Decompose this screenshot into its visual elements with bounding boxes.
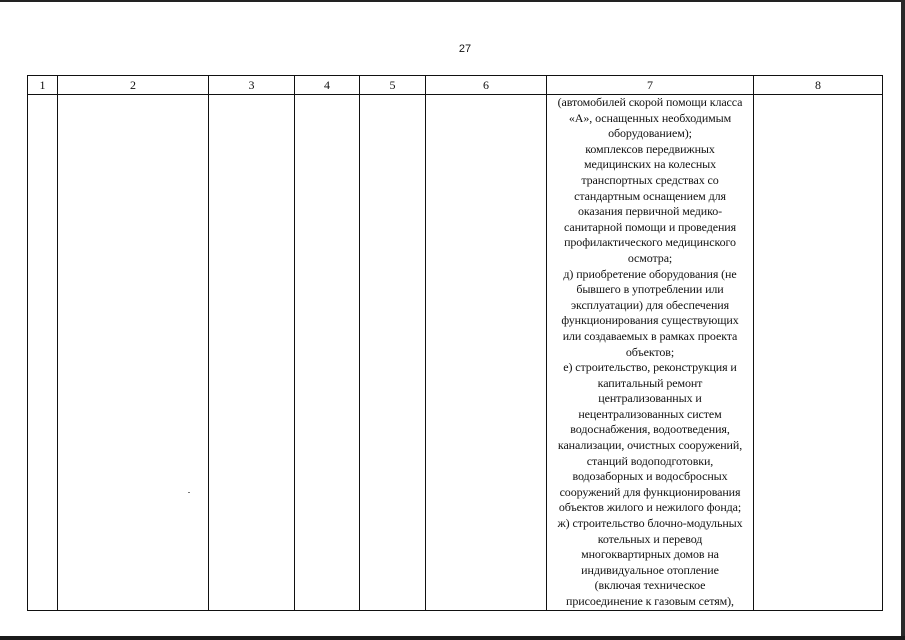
description-line: санитарной помощи и проведения [563,219,737,234]
description-line: объектов; [625,344,675,359]
document-table [27,75,883,611]
description-line: функционирования существующих [561,313,739,328]
cell-col-8 [754,95,883,611]
description-line: объектов жилого и нежилого фонда; [558,500,742,515]
description-line: д) приобретение оборудования (не [563,266,737,281]
description-line: индивидуальное отопление [581,562,719,577]
table-header-row [28,76,883,95]
description-line: стандартным оснащением для [574,188,726,203]
description-line: комплексов передвижных [585,141,715,156]
description-line: водозаборных и водосбросных [572,469,728,484]
column-header-2: 2 [58,76,209,95]
description-line: (автомобилей скорой помощи класса [557,95,743,109]
description-line: водоснабжения, водоотведения, [570,422,730,437]
description-line: медицинских на колесных [583,157,717,172]
description-line: канализации, очистных сооружений, [557,438,743,453]
description-line: нецентрализованных систем [578,406,722,421]
cell-col-4 [295,95,360,611]
description-line: многоквартирных домов на [581,547,719,562]
description-line: (включая техническое [594,578,706,593]
column-header-8: 8 [754,76,883,95]
description-line: бывшего в употреблении или [576,282,724,297]
column-header-6: 6 [426,76,547,95]
table-row [28,95,883,611]
cell-col-7-description [547,95,754,611]
cell-col-5 [360,95,426,611]
description-line: котельных и перевод [597,531,703,546]
column-header-1: 1 [28,76,58,95]
description-line: эксплуатации) для обеспечения [570,297,730,312]
scan-edge-right [901,0,905,640]
column-header-3: 3 [209,76,295,95]
column-header-5: 5 [360,76,426,95]
description-line: станций водоподготовки, [586,453,714,468]
cell-col-3 [209,95,295,611]
description-line: оборудованием); [608,126,692,141]
description-line: централизованных и [598,391,702,406]
description-line: е) строительство, реконструкция и [563,360,737,375]
description-line: оказания первичной медико- [577,204,723,219]
scan-speck [188,492,190,493]
description-line: или создаваемых в рамках проекта [562,328,738,343]
description-line: профилактического медицинского [564,235,736,250]
column-header-4: 4 [295,76,360,95]
cell-col-6 [426,95,547,611]
column-header-7: 7 [547,76,754,95]
description-line: транспортных средствах со [581,172,719,187]
page-number: 27 [458,43,472,55]
scan-edge-bottom [0,636,905,640]
description-line: осмотра; [627,250,673,265]
description-line: ж) строительство блочно-модульных [557,516,743,531]
description-line: «А», оснащенных необходимым [568,110,732,125]
scan-edge-top [0,0,905,2]
cell-col-2 [58,95,209,611]
description-line: сооружений для функционирования [559,484,741,499]
description-line: капитальный ремонт [597,375,703,390]
description-line: присоединение к газовым сетям), [566,594,734,608]
cell-col-1 [28,95,58,611]
